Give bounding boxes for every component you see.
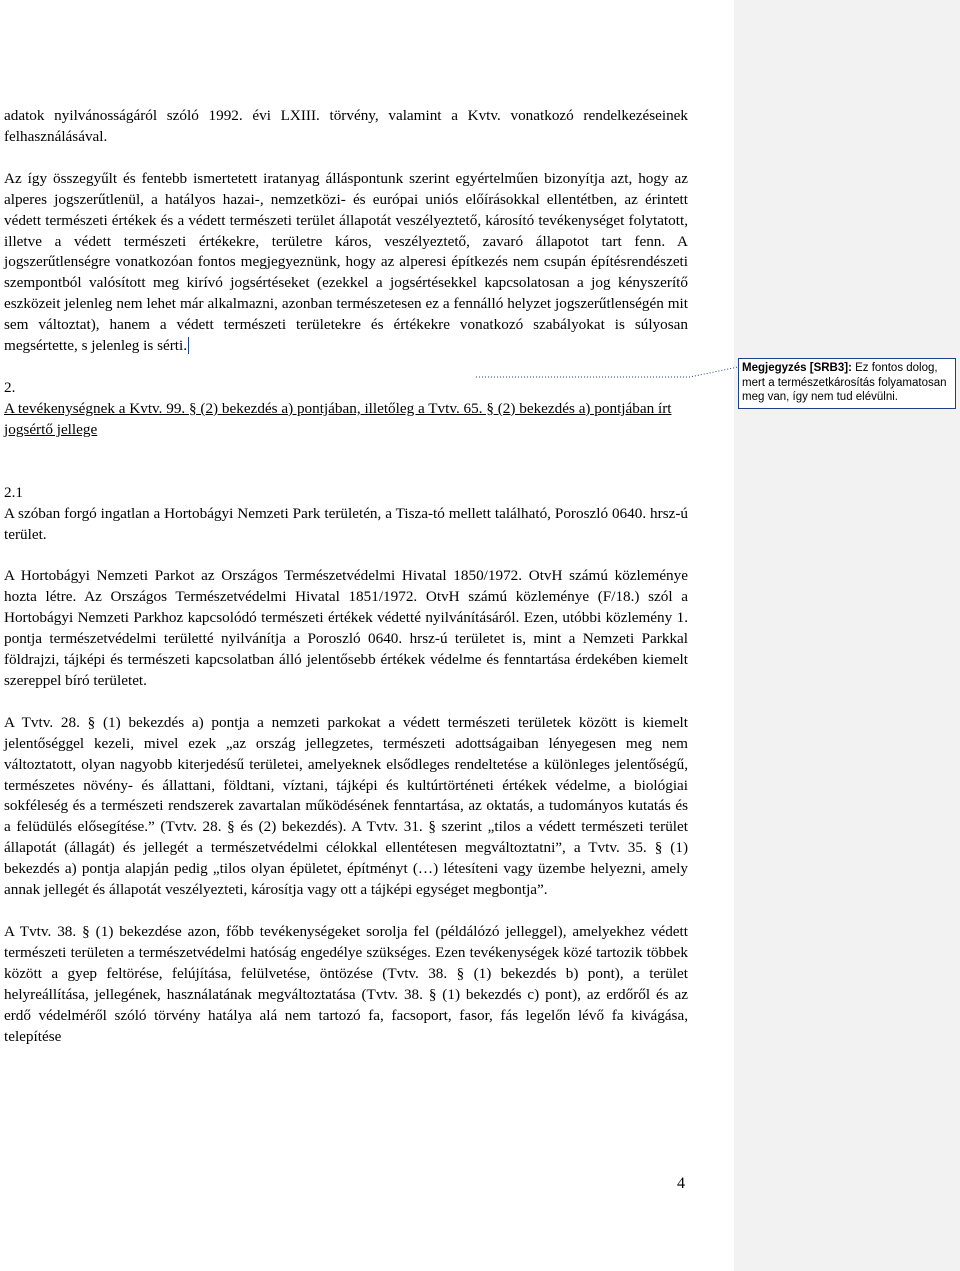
paragraph: A Tvtv. 28. § (1) bekezdés a) pontja a nemzeti parkokat a védett természeti területek között is kiemelt jelentőséggel kezeli, mivel ezek „az ország jellegzetes, természeti adottságaiban lényegesen meg nem változtatott, olyan nagyobb kiterjedésű területei, amelyeknek elsődleges rendeltetése a különleges jelentőségű, természetes növény- és állattani, földtani, víztani, tájképi és kultúrtörténeti értékek védelme, a biológiai sokféleség és a természeti rendszerek zavartalan működésének fenntartása, az oktatás, a tudományos kutatás és a felüdülés elősegítése.” (Tvtv. 28. § és (2) bekezdés). A Tvtv. 31. § szerint „tilos a védett természeti terület állapotát (állagát) és jellegét a természetvédelmi célokkal ellentétesen megváltoztatni”, a Tvtv. 35. § (1) bekezdés a) pontja alapján pedig „tilos olyan épületet, építményt (…) létesíteni vagy üzembe helyezni, amely annak jellegét és állapotát veszélyezteti, károsítja vagy ott a tájképi egységet megbontja”. <box>4 713 688 899</box>
section-title: A tevékenységnek a Kvtv. 99. § (2) bekezdés a) pontjában, illetőleg a Tvtv. 65. § (2) bekezdés a) pontjában írt jogsértő jellege <box>4 399 672 438</box>
paragraph-with-comment <box>4 169 688 357</box>
comment-pane <box>734 0 960 1271</box>
comment-text: Ez fontos dolog, mert a természetkárosítás folyamatosan meg van, így nem tud elévülni. <box>742 362 947 403</box>
subsection-number: 2.1 <box>4 483 23 501</box>
page-number: 4 <box>677 1175 685 1192</box>
document-body <box>4 106 688 1047</box>
paragraph: A szóban forgó ingatlan a Hortobágyi Nemzeti Park területén, a Tisza-tó mellett található, Poroszló 0640. hrsz-ú terület. <box>4 504 688 543</box>
comment-balloon[interactable] <box>738 358 956 409</box>
section-number: 2. <box>4 378 16 396</box>
comment-author: Megjegyzés [SRB3]: <box>742 362 852 374</box>
paragraph: A Hortobágyi Nemzeti Parkot az Országos Természetvédelmi Hivatal 1850/1972. OtvH számú közleménye hozta létre. Az Országos Természetvédelmi Hivatal 1851/1972. OtvH számú közleménye (F/18.) szól a Hortobágyi Nemzeti Parkhoz kapcsolódó természeti értékek védetté nyilvánításáról. Ezen, utóbbi közlemény 1. pontja természetvédelmi területté nyilvánítja a Poroszló 0640. hrsz-ú területet is, mint a Nemzeti Parkkal földrajzi, tájképi és természeti kapcsolatban álló jelentősebb értékek védelme és fenntartása érdekében kiemelt szereppel bíró területet. <box>4 567 688 689</box>
paragraph: adatok nyilvánosságáról szóló 1992. évi LXIII. törvény, valamint a Kvtv. vonatkozó rendelkezéseinek felhasználásával. <box>4 107 688 145</box>
paragraph: A Tvtv. 38. § (1) bekezdése azon, főbb tevékenységeket sorolja fel (példálózó jelleggel), amelyekhez védett természeti területen a természetvédelmi hatóság engedélye szükséges. Ezen tevékenységek közé tartozik többek között a gyep feltörése, felújítása, felülvetése, öntözése (Tvtv. 38. § (1) bekezdés b) pont), a terület helyreállítása, jellegének, használatának megváltoztatása (Tvtv. 38. § (1) bekezdés c) pont), az erdőről és az erdő védelméről szóló törvény hatálya alá nem tartozó fa, facsoport, fasor, fás legelőn lévő fa kivágása, telepítése <box>4 923 688 1045</box>
commented-text[interactable]: Az így összegyűlt és fentebb ismertetett iratanyag álláspontunk szerint egyértelműen bizonyítja azt, hogy az alperes jogszerűtlenül, a hatályos hazai-, nemzetközi- és európai uniós előírásokkal ellentétben, az érintett védett természeti értékek és a védett természeti terület állapotát veszélyeztető, károsító tevékenységet folytatott, illetve a védett természeti értékekre, területre káros, veszélyeztető, zavaró állapotot tart fenn. A jogszerűtlenségre vonatkozóan fontos megjegyeznünk, hogy az alperesi építkezés nem csupán építésrendészeti szempontból valósított meg kirívó jogsértéseket (ezekkel a jogsértésekkel kapcsolatosan a jog kényszerítő eszközeit jelenleg nem lehet már alkalmazni, azonban természetesen ez a fennálló helyzet jogszerűtlenségén mit sem változtat), hanem a védett természeti területekre és értékekre vonatkozó szabályokat is súlyosan megsértette, s jelenleg is sérti. <box>4 169 688 355</box>
